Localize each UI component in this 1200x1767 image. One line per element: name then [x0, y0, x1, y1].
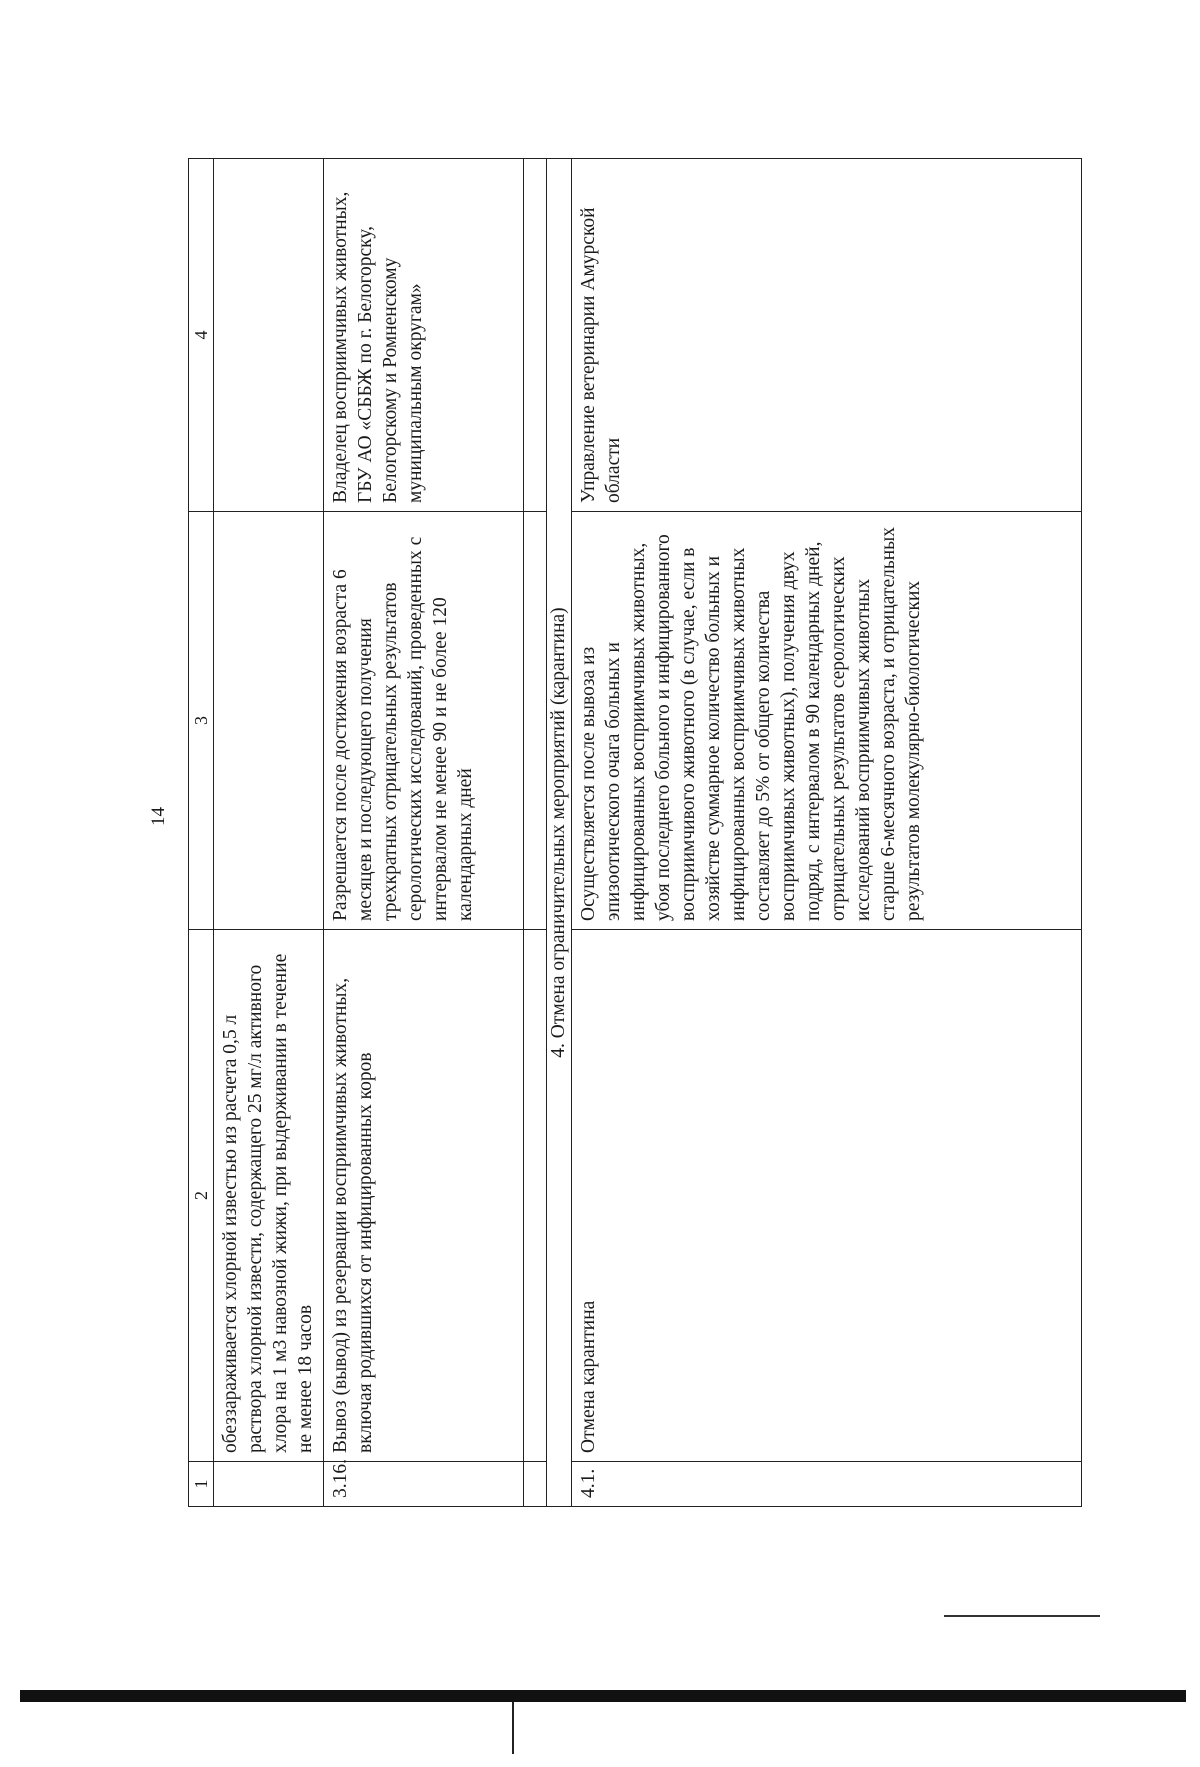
scan-edge-bar: [20, 1690, 1186, 1702]
section-title: 4. Отмена ограничительных мероприятий (карантина): [547, 159, 572, 1507]
condition-cell: Осуществляется после вывоза из эпизоотического очага больных и инфицированных восприимчивых животных, убоя последнего больного и инфицированного восприимчивого животного (в случае, если в хозяйстве суммарное количество больных и инфицированных восприимчивых животных составляет до 5% от общего количества восприимчивых животных), получения двух подряд, с интервалом в 90 календарных дней, отрицательных результатов серологических исследований восприимчивых животных старше 6-месячного возраста, и отрицательных результатов молекулярно-биологических: [572, 512, 1082, 930]
rotated-table-container: [188, 159, 1103, 1507]
scan-edge-tick: [512, 1702, 514, 1754]
row-number: 3.16.: [324, 1462, 524, 1507]
measure-cell: Вывоз (вывод) из резервации восприимчивых животных, включая родившихся от инфицированных коров: [324, 930, 524, 1462]
condition-cell: Разрешается после достижения возраста 6 месяцев и последующего получения трехкратных отрицательных результатов серологических исследований, проведенных с интервалом не менее 90 и не более 120 календарных дней: [324, 512, 524, 930]
table-header-row: [189, 159, 214, 1507]
measures-table: [188, 158, 1082, 1507]
table-row: [214, 159, 324, 1507]
column-header-3: 3: [189, 512, 214, 930]
table-row: [324, 159, 524, 1507]
column-header-1: 1: [189, 1462, 214, 1507]
measure-cell: обеззараживается хлорной известью из расчета 0,5 л раствора хлорной извести, содержащего 25 мг/л активного хлора на 1 м3 навозной жижи, при выдерживании в течение не менее 18 часов: [214, 930, 324, 1462]
page-number: 14: [148, 807, 169, 826]
spacer-row: [524, 159, 547, 1507]
row-number: [214, 1462, 324, 1507]
column-header-4: 4: [189, 159, 214, 512]
responsible-cell: Владелец восприимчивых животных, ГБУ АО «СББЖ по г. Белогорску, Белогорскому и Ромненскому муниципальным округам»: [324, 159, 524, 512]
column-header-2: 2: [189, 930, 214, 1462]
measure-cell: Отмена карантина: [572, 930, 1082, 1462]
table-row: [572, 159, 1082, 1507]
row-number: 4.1.: [572, 1462, 1082, 1507]
responsible-cell: [214, 159, 324, 512]
condition-cell: [214, 512, 324, 930]
footnote-rule: [944, 1615, 1100, 1617]
section-heading-row: [547, 159, 572, 1507]
responsible-cell: Управление ветеринарии Амурской области: [572, 159, 1082, 512]
